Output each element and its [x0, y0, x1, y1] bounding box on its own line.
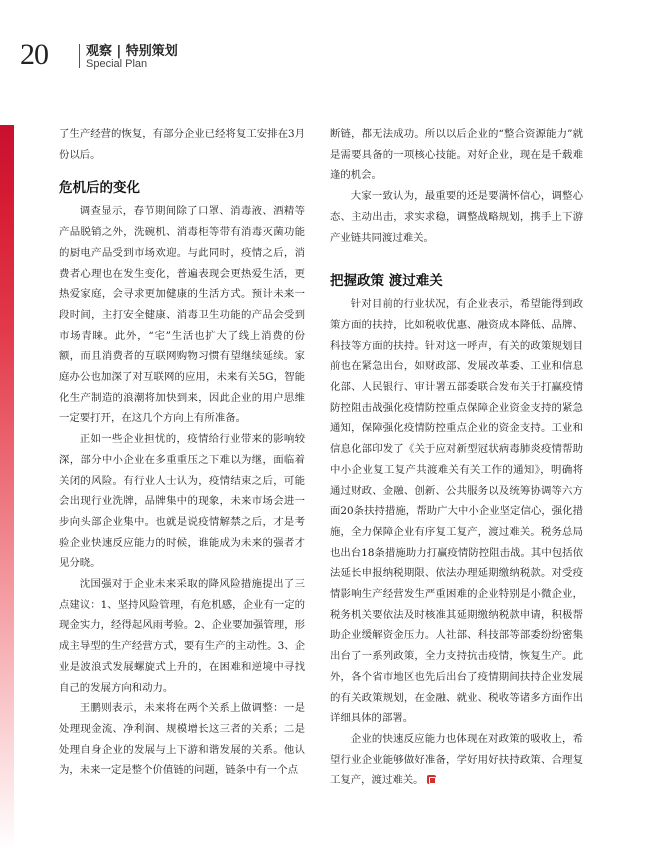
page-number: 20 — [20, 38, 48, 71]
left-paragraph: 沈国强对于企业未来采取的降风险措施提出了三点建议：1、坚持风险管理，有危机感，企业有一定的现金实力，经得起风雨考验。2、企业要加强管理，形成主导型的生产经营方式，要有生产的主动性。3、企业是波浪式发展螺旋式上升的，在困难和逆境中寻找自己的发展方向和动力。 — [59, 578, 305, 694]
page-header — [20, 38, 620, 78]
right-final-text: 企业的快速反应能力也体现在对政策的吸收上，希望行业企业能够做好准备，学好用好扶持政策、合理复工复产，渡过难关。 — [330, 732, 583, 787]
right-column — [330, 124, 583, 791]
left-paragraph: 王鹏则表示，未来将在两个关系上做调整：一是处理现金流、净利润、规模增长这三者的关系；二是处理自身企业的发展与上下游和谐发展的关系。他认为，未来一定是整个价值链的问题，链条中有一个点 — [59, 702, 305, 777]
right-intro-paragraph: 断链，都无法成功。所以以后企业的“整合资源能力”就是需要具备的一项核心技能。对好企业，现在是千载难逢的机会。 — [330, 128, 583, 182]
left-paragraph: 正如一些企业担忧的，疫情给行业带来的影响较深，部分中小企业在多重重压之下难以为继，面临着关闭的风险。有行业人士认为，疫情结束之后，可能会出现行业洗牌，品牌集中的现象，未来市场会进一步向头部企业集中。也就是说疫情解禁之后，才是考验企业快速反应能力的时候，谁能成为未来的强者才见分晓。 — [59, 433, 305, 570]
section-heading-changes: 危机后的变化 — [59, 180, 140, 197]
end-mark-icon — [427, 775, 436, 784]
right-paragraph: 大家一致认为，最重要的还是要满怀信心，调整心态、主动出击，求实求稳，调整战略规划，携手上下游产业链共同渡过难关。 — [330, 190, 583, 244]
red-gradient-bar — [0, 125, 14, 850]
left-paragraph: 调查显示，春节期间除了口罩、消毒液、酒精等产品脱销之外，洗碗机、消毒柜等带有消毒灭菌功能的厨电产品受到市场欢迎。与此同时，疫情之后，消费者心理也在发生变化，普遍表现会更热爱生活，更热爱家庭，会寻求更加健康的生活方式。预计未来一段时间，主打安全健康、消毒卫生功能的产品会受到市场青睐。此外，“宅”生活也扩大了线上消费的份额，而且消费者的互联网购物习惯有望继续延续。家庭办公也加深了对互联网的应用，未来有关5G，智能化生产制造的浪潮将加快到来，因此企业的用户思维一定要打开，在这几个方向上有所准备。 — [59, 205, 305, 425]
section-heading-policy: 把握政策 渡过难关 — [330, 273, 443, 290]
right-final-paragraph — [330, 729, 583, 791]
left-intro-paragraph: 了生产经营的恢复，有部分企业已经将复工安排在3月份以后。 — [59, 128, 305, 161]
left-column — [59, 124, 305, 781]
right-paragraph: 针对目前的行业状况，有企业表示，希望能得到政策方面的扶持，比如税收优惠、融资成本降低、品牌、科技等方面的扶持。针对这一呼声，有关的政策规划目前也在紧急出台，如财政部、发展改革委、工业和信息化部、人民银行、审计署五部委联合发布关于打赢疫情防控阻击战强化疫情防控重点保障企业资金支持的紧急通知，保障强化疫情防控重点企业的资金支持。工业和信息化部印发了《关于应对新型冠状病毒肺炎疫情帮助中小企业复工复产共渡难关有关工作的通知》，明确将通过财政、金融、创新、公共服务以及统筹协调等六方面20条扶持措施，帮助广大中小企业坚定信心，强化措施，全力保障企业有序复工复产，渡过难关。税务总局也出台18条措施助力打赢疫情防控阻击战。其中包括依法延长申报纳税期限、依法办理延期缴纳税款。对受疫情影响生产经营发生严重困难的企业特别是小微企业，税务机关要依法及时核准其延期缴纳税款申请，积极帮助企业缓解资金压力。人社部、科技部等部委纷纷密集出台了一系列政策，全力支持抗击疫情，恢复生产。此外，各个省市地区也先后出台了疫情期间扶持企业发展的有关政策规划，在金融、就业、税收等诸多方面作出详细具体的部署。 — [330, 298, 583, 725]
header-divider — [79, 44, 80, 68]
section-title: 观察 | 特别策划 — [86, 44, 178, 59]
section-subtitle: Special Plan — [86, 58, 148, 70]
